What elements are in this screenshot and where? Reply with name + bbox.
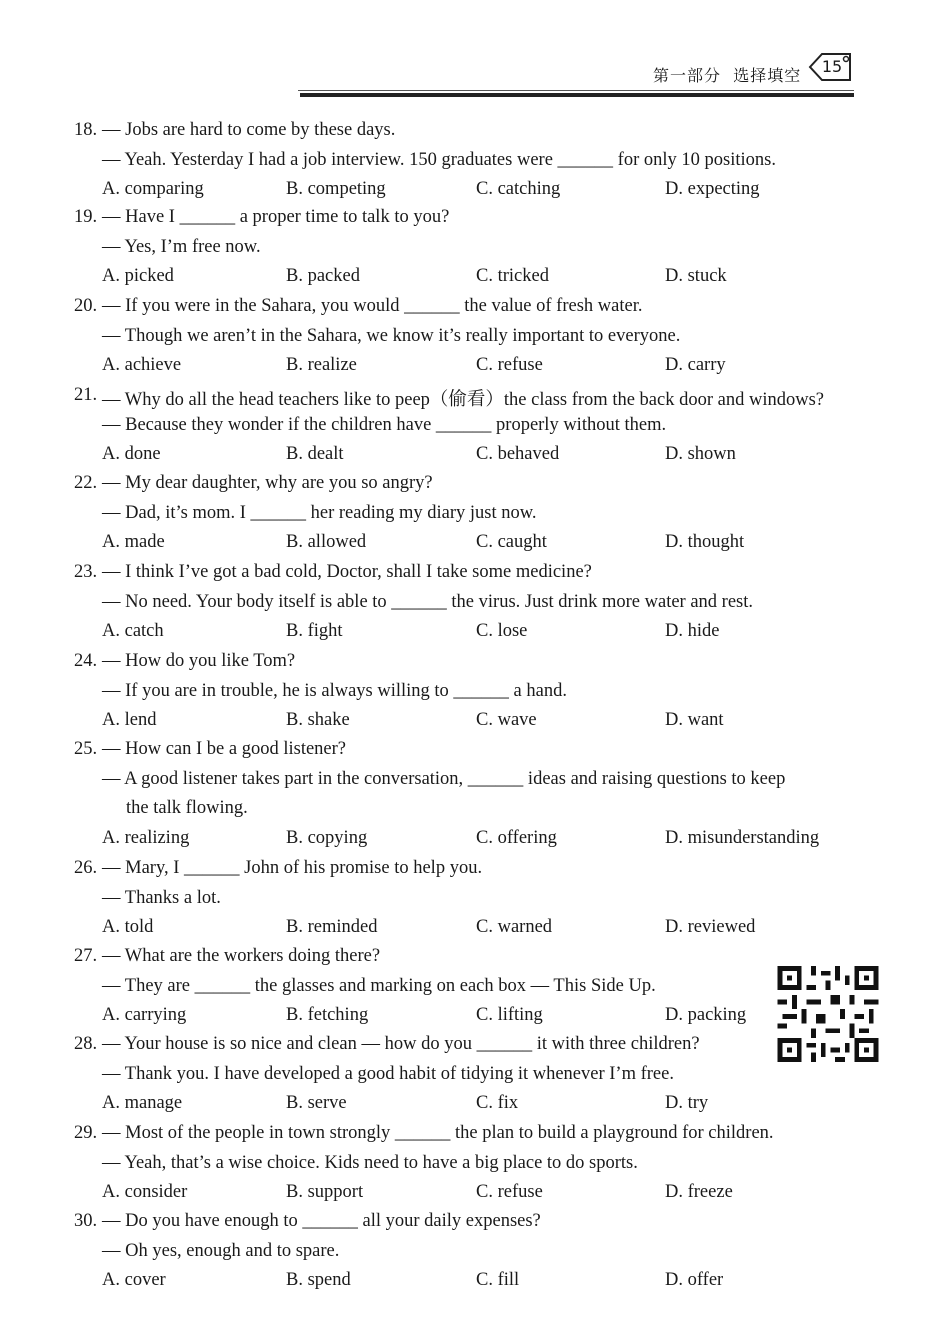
- option-b[interactable]: B. dealt: [286, 444, 344, 464]
- dialogue-line: — Thank you. I have developed a good habit of tidying it whenever I’m free.: [102, 1063, 674, 1084]
- option-a[interactable]: A. done: [102, 444, 161, 464]
- option-a[interactable]: A. catch: [102, 621, 164, 641]
- option-b[interactable]: B. copying: [286, 827, 368, 848]
- question-prompt: — My dear daughter, why are you so angry?: [102, 473, 433, 493]
- dialogue-line: the talk flowing.: [126, 798, 248, 818]
- option-c[interactable]: C. wave: [476, 710, 537, 730]
- option-d[interactable]: D. carry: [665, 355, 726, 375]
- question-number: 23.: [74, 562, 98, 582]
- question-number: 26.: [74, 858, 98, 878]
- option-d[interactable]: D. want: [665, 710, 724, 730]
- option-b[interactable]: B. allowed: [286, 532, 367, 552]
- question-prompt: — If you were in the Sahara, you would ______ the value of fresh water.: [102, 296, 643, 316]
- dialogue-line: — A good listener takes part in the conversation, ______ ideas and raising questions to keep: [102, 768, 786, 789]
- dialogue-line: — Yeah. Yesterday I had a job interview. 150 graduates were ______ for only 10 positions.: [102, 149, 776, 170]
- question-number: 30.: [74, 1211, 98, 1231]
- option-a[interactable]: A. comparing: [102, 179, 204, 199]
- section-header: [653, 63, 801, 86]
- question-prompt: — Do you have enough to ______ all your daily expenses?: [102, 1211, 541, 1231]
- question-prompt: — Your house is so nice and clean — how do you ______ it with three children?: [102, 1034, 700, 1054]
- option-a[interactable]: A. realizing: [102, 827, 190, 848]
- section-label: 第一部分: [653, 66, 722, 85]
- option-b[interactable]: B. packed: [286, 266, 360, 286]
- dialogue-line: — Oh yes, enough and to spare.: [102, 1240, 340, 1261]
- option-b[interactable]: B. competing: [286, 179, 386, 199]
- question-prompt: — How do you like Tom?: [102, 651, 296, 671]
- option-d[interactable]: D. hide: [665, 621, 720, 641]
- dialogue-line: — Yes, I’m free now.: [102, 236, 261, 257]
- question-prompt: — Mary, I ______ John of his promise to help you.: [102, 858, 483, 878]
- question-number: 22.: [74, 473, 98, 493]
- option-b[interactable]: B. shake: [286, 710, 350, 730]
- option-a[interactable]: A. picked: [102, 266, 174, 286]
- option-a[interactable]: A. consider: [102, 1182, 188, 1202]
- option-d[interactable]: D. packing: [665, 1005, 747, 1025]
- option-c[interactable]: C. lose: [476, 621, 528, 641]
- option-d[interactable]: D. stuck: [665, 266, 727, 286]
- option-c[interactable]: C. tricked: [476, 266, 549, 286]
- option-a[interactable]: A. manage: [102, 1093, 183, 1113]
- option-c[interactable]: C. lifting: [476, 1005, 543, 1025]
- option-d[interactable]: D. try: [665, 1093, 709, 1113]
- option-b[interactable]: B. reminded: [286, 917, 378, 937]
- option-c[interactable]: C. offering: [476, 827, 557, 848]
- question-number: 25.: [74, 739, 98, 759]
- option-c[interactable]: C. refuse: [476, 1182, 543, 1202]
- option-a[interactable]: A. lend: [102, 710, 157, 730]
- question-prompt: — Jobs are hard to come by these days.: [102, 120, 396, 140]
- option-c[interactable]: C. behaved: [476, 444, 560, 464]
- question-prompt: — What are the workers doing there?: [102, 946, 381, 966]
- option-a[interactable]: A. told: [102, 917, 154, 937]
- option-b[interactable]: B. serve: [286, 1093, 347, 1113]
- question-number: 28.: [74, 1034, 98, 1054]
- option-c[interactable]: C. refuse: [476, 355, 543, 375]
- option-b[interactable]: B. realize: [286, 355, 357, 375]
- option-d[interactable]: D. expecting: [665, 179, 760, 199]
- question-number: 21.: [74, 385, 98, 405]
- option-b[interactable]: B. support: [286, 1182, 364, 1202]
- dialogue-line: — If you are in trouble, he is always willing to ______ a hand.: [102, 680, 567, 701]
- question-number: 20.: [74, 296, 98, 316]
- option-d[interactable]: D. offer: [665, 1270, 724, 1290]
- header-rule-thin: [298, 90, 854, 91]
- option-d[interactable]: D. thought: [665, 532, 745, 552]
- option-c[interactable]: C. warned: [476, 917, 553, 937]
- option-c[interactable]: C. catching: [476, 179, 561, 199]
- question-prompt: — Most of the people in town strongly ______ the plan to build a playground for children.: [102, 1123, 774, 1143]
- question-prompt: — I think I’ve got a bad cold, Doctor, shall I take some medicine?: [102, 562, 592, 582]
- header-rule-thick: [300, 93, 854, 97]
- option-a[interactable]: A. carrying: [102, 1005, 187, 1025]
- section-title: 选择填空: [733, 66, 802, 85]
- question-prompt: — How can I be a good listener?: [102, 739, 347, 759]
- option-d[interactable]: D. misunderstanding: [665, 827, 820, 848]
- question-number: 19.: [74, 207, 98, 227]
- dialogue-line: — Dad, it’s mom. I ______ her reading my diary just now.: [102, 502, 537, 523]
- question-number: 29.: [74, 1123, 98, 1143]
- question-number: 27.: [74, 946, 98, 966]
- qr-code-icon: [777, 966, 879, 1062]
- option-a[interactable]: A. made: [102, 532, 165, 552]
- dialogue-line: — Though we aren’t in the Sahara, we know it’s really important to everyone.: [102, 325, 681, 346]
- dialogue-line: — Because they wonder if the children have ______ properly without them.: [102, 414, 667, 435]
- option-c[interactable]: C. fix: [476, 1093, 519, 1113]
- option-a[interactable]: A. achieve: [102, 355, 182, 375]
- option-d[interactable]: D. reviewed: [665, 917, 756, 937]
- dialogue-line: — Thanks a lot.: [102, 887, 221, 908]
- question-number: 24.: [74, 651, 98, 671]
- page-number: 15: [821, 57, 843, 76]
- option-d[interactable]: D. freeze: [665, 1182, 733, 1202]
- dialogue-line: — They are ______ the glasses and marking on each box — This Side Up.: [102, 975, 656, 996]
- question-prompt: — Why do all the head teachers like to peep（偷看）the class from the back door and windows?: [102, 390, 824, 410]
- option-b[interactable]: B. fight: [286, 621, 343, 641]
- option-a[interactable]: A. cover: [102, 1270, 166, 1290]
- option-c[interactable]: C. caught: [476, 532, 547, 552]
- dialogue-line: — No need. Your body itself is able to ______ the virus. Just drink more water and rest.: [102, 591, 754, 612]
- question-number: 18.: [74, 120, 98, 140]
- option-b[interactable]: B. fetching: [286, 1005, 369, 1025]
- option-b[interactable]: B. spend: [286, 1270, 351, 1290]
- option-d[interactable]: D. shown: [665, 444, 736, 464]
- dialogue-line: — Yeah, that’s a wise choice. Kids need to have a big place to do sports.: [102, 1152, 638, 1173]
- question-prompt: — Have I ______ a proper time to talk to you?: [102, 207, 450, 227]
- option-c[interactable]: C. fill: [476, 1270, 520, 1290]
